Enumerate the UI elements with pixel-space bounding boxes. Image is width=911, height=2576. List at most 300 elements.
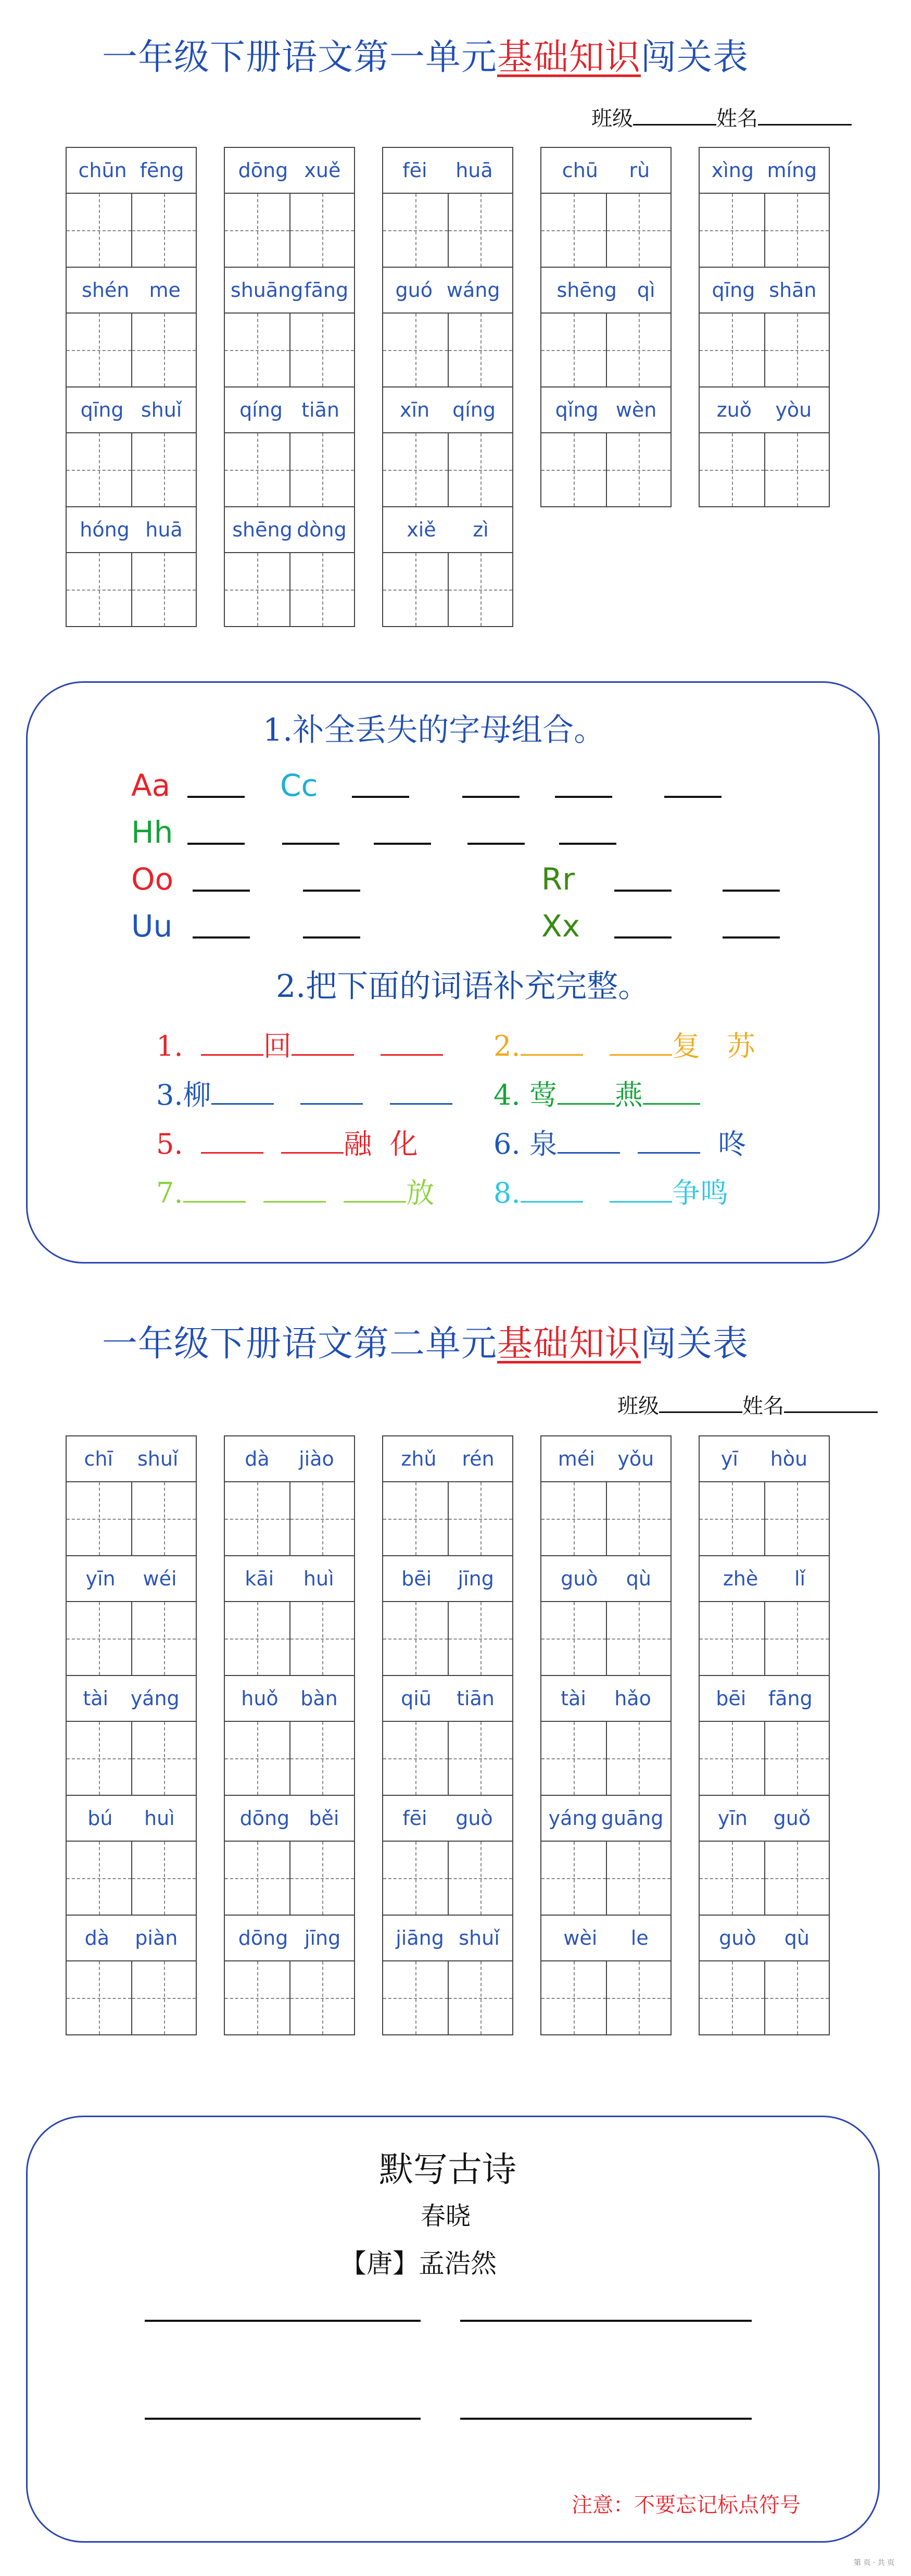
word-column [224, 147, 355, 627]
word-block [224, 1555, 355, 1675]
tianzige-row [383, 194, 512, 267]
item-char: 复 [672, 1030, 701, 1062]
word-block [66, 1675, 197, 1795]
word-block [382, 1555, 513, 1675]
tianzige-cell[interactable] [541, 1722, 606, 1795]
item-char: 融 [344, 1128, 372, 1160]
pinyin-syllable: míng [767, 159, 817, 182]
word-block [66, 267, 197, 386]
word-block [382, 506, 513, 627]
tianzige-row [225, 1602, 354, 1675]
tianzige-row [541, 1842, 670, 1915]
tianzige-row [67, 194, 196, 267]
tianzige-cell[interactable] [67, 314, 131, 386]
tianzige-cell[interactable] [764, 433, 829, 506]
tianzige-cell[interactable] [131, 1722, 196, 1795]
pinyin-syllable: dōng [238, 1927, 288, 1949]
tianzige-cell[interactable] [225, 1602, 289, 1675]
tianzige-cell[interactable] [289, 1482, 354, 1555]
pinyin-syllable: qù [784, 1927, 809, 1949]
tianzige-cell[interactable] [448, 433, 512, 506]
tianzige-cell[interactable] [764, 1722, 829, 1795]
tianzige-cell[interactable] [541, 1602, 606, 1675]
tianzige-cell[interactable] [448, 1722, 512, 1795]
pinyin-syllable: jīng [458, 1567, 494, 1590]
pinyin-syllable: dà [245, 1447, 270, 1470]
item-char: 化 [389, 1128, 418, 1160]
tianzige-row [225, 433, 354, 506]
word-blank[interactable] [521, 1180, 583, 1203]
tianzige-cell[interactable] [131, 314, 196, 386]
letter-cc: Cc [280, 768, 318, 803]
item-number: 2. [494, 1030, 521, 1062]
pinyin-syllable: qīng [80, 398, 124, 421]
tianzige-cell[interactable] [700, 314, 764, 386]
class-blank[interactable] [633, 108, 716, 126]
tianzige-row [700, 1961, 829, 2034]
tianzige-row [67, 433, 196, 506]
pinyin-syllable: le [630, 1927, 649, 1949]
word-block [224, 506, 355, 627]
tianzige-row [700, 1482, 829, 1555]
poem-write-line[interactable] [145, 2320, 421, 2322]
word-block [382, 267, 513, 386]
tianzige-cell[interactable] [700, 1482, 764, 1555]
item-number: 4. [494, 1079, 521, 1111]
tianzige-cell[interactable] [131, 1602, 196, 1675]
tianzige-cell[interactable] [67, 553, 131, 626]
tianzige-cell[interactable] [225, 194, 289, 267]
tianzige-cell[interactable] [541, 314, 606, 386]
pinyin-label [383, 1556, 512, 1602]
tianzige-cell[interactable] [606, 314, 670, 386]
item-number: 1. [156, 1030, 183, 1062]
tianzige-cell[interactable] [131, 1961, 196, 2034]
poem-heading: 默写古诗 [379, 2149, 516, 2190]
letter-blank[interactable] [193, 936, 250, 939]
tianzige-cell[interactable] [541, 433, 606, 506]
tianzige-row [383, 1482, 512, 1555]
tianzige-cell[interactable] [606, 433, 670, 506]
pinyin-label [541, 148, 670, 194]
word-block [382, 1795, 513, 1915]
letter-blank[interactable] [723, 890, 780, 892]
tianzige-cell[interactable] [764, 1961, 829, 2034]
pinyin-syllable: wèi [563, 1927, 598, 1949]
item-number: 8. [494, 1177, 521, 1209]
poem-note: 注意：不要忘记标点符号 [572, 2493, 801, 2517]
tianzige-cell[interactable] [383, 1722, 448, 1795]
word-blank[interactable] [344, 1180, 406, 1203]
letter-blank[interactable] [723, 936, 780, 939]
letter-blank[interactable] [187, 796, 245, 798]
item-char: 燕 [614, 1079, 643, 1111]
pinyin-syllable: huǒ [241, 1687, 279, 1710]
tianzige-cell[interactable] [541, 1961, 606, 2034]
tianzige-cell[interactable] [764, 1482, 829, 1555]
pinyin-syllable: wáng [446, 279, 500, 302]
pinyin-syllable: tài [83, 1687, 109, 1710]
tianzige-cell[interactable] [764, 314, 829, 386]
tianzige-row [67, 1482, 196, 1555]
letter-blank[interactable] [374, 843, 431, 845]
word-block [66, 1915, 197, 2035]
tianzige-cell[interactable] [606, 1482, 670, 1555]
tianzige-row [700, 1602, 829, 1675]
tianzige-row [67, 1842, 196, 1915]
tianzige-cell[interactable] [700, 1602, 764, 1675]
tianzige-row [700, 194, 829, 267]
tianzige-cell[interactable] [383, 1842, 448, 1915]
word-blank[interactable] [381, 1033, 443, 1056]
word-blank[interactable] [643, 1082, 700, 1105]
tianzige-cell[interactable] [289, 1842, 354, 1915]
pinyin-syllable: dòng [297, 518, 347, 541]
word-blank[interactable] [390, 1082, 452, 1105]
pinyin-label [541, 1556, 670, 1602]
tianzige-cell[interactable] [289, 194, 354, 267]
letter-blank[interactable] [614, 890, 672, 892]
pinyin-syllable: tài [561, 1687, 586, 1710]
pinyin-syllable: piàn [135, 1927, 178, 1949]
letter-blank[interactable] [462, 796, 520, 798]
letter-hh: Hh [131, 815, 173, 850]
tianzige-row [67, 1602, 196, 1675]
pinyin-label [700, 387, 829, 433]
word-blank[interactable] [610, 1033, 672, 1056]
pinyin-syllable: zhǔ [401, 1447, 437, 1470]
pinyin-syllable: yǒu [617, 1447, 654, 1470]
tianzige-cell[interactable] [448, 1602, 512, 1675]
word-block [699, 386, 830, 507]
pinyin-label [700, 1556, 829, 1602]
pinyin-label [225, 1436, 354, 1482]
letter-blank[interactable] [614, 936, 672, 939]
pinyin-syllable: qù [626, 1567, 651, 1590]
pinyin-syllable: shuǐ [141, 398, 182, 421]
pinyin-syllable: qì [637, 279, 655, 302]
word-block [224, 267, 355, 386]
tianzige-cell[interactable] [606, 1842, 670, 1915]
tianzige-cell[interactable] [541, 1842, 606, 1915]
name-blank[interactable] [758, 108, 852, 126]
pinyin-syllable: shēng [232, 518, 293, 541]
tianzige-cell[interactable] [225, 1842, 289, 1915]
tianzige-cell[interactable] [383, 1482, 448, 1555]
q2-title: 2.把下面的词语补充完整。 [276, 968, 650, 1005]
word-block [382, 386, 513, 506]
tianzige-cell[interactable] [289, 1961, 354, 2034]
pinyin-syllable: fāng [304, 279, 349, 302]
word-block [699, 147, 830, 267]
pinyin-syllable: huì [144, 1807, 175, 1830]
pinyin-syllable: yáng [548, 1807, 598, 1830]
pinyin-syllable: bú [87, 1807, 113, 1830]
pinyin-label [67, 268, 196, 314]
pinyin-label [383, 148, 512, 194]
pinyin-label [700, 1676, 829, 1722]
unit1-class-name-line [591, 102, 852, 132]
word-blank[interactable] [201, 1131, 263, 1154]
name-blank[interactable] [784, 1396, 878, 1413]
tianzige-cell[interactable] [541, 194, 606, 267]
tianzige-cell[interactable] [67, 1961, 131, 2034]
letter-blank[interactable] [352, 796, 409, 798]
unit1-title-suffix: 闯关表 [641, 37, 749, 78]
unit1-word-grid [66, 147, 830, 627]
tianzige-cell[interactable] [700, 1961, 764, 2034]
tianzige-row [225, 553, 354, 626]
tianzige-cell[interactable] [700, 194, 764, 267]
tianzige-cell[interactable] [383, 314, 448, 386]
pinyin-label [541, 1916, 670, 1961]
pinyin-syllable: qíng [452, 398, 496, 421]
letter-blank[interactable] [303, 936, 360, 939]
word-block [540, 1675, 672, 1795]
letter-blank[interactable] [187, 843, 245, 845]
item-char: 放 [406, 1177, 435, 1209]
word-blank[interactable] [521, 1033, 583, 1056]
tianzige-cell[interactable] [764, 194, 829, 267]
pinyin-syllable: dà [84, 1927, 110, 1949]
pinyin-syllable: fēi [402, 1807, 427, 1830]
word-block [224, 1915, 355, 2035]
pinyin-syllable: dōng [238, 159, 288, 182]
letter-aa: Aa [131, 768, 171, 803]
tianzige-row [225, 1482, 354, 1555]
pinyin-label [67, 1916, 196, 1961]
tianzige-row [383, 1842, 512, 1915]
tianzige-cell[interactable] [383, 1602, 448, 1675]
word-block [699, 267, 830, 386]
word-item-4 [494, 1073, 700, 1113]
word-blank[interactable] [183, 1180, 246, 1203]
word-blank[interactable] [211, 1082, 274, 1105]
word-column [66, 147, 197, 627]
letter-blank[interactable] [555, 796, 612, 798]
tianzige-cell[interactable] [289, 314, 354, 386]
tianzige-cell[interactable] [383, 194, 448, 267]
pinyin-label [541, 1796, 670, 1842]
word-block [699, 1675, 830, 1795]
pinyin-syllable: rù [629, 159, 650, 182]
item-char: 莺 [529, 1079, 558, 1111]
word-blank[interactable] [292, 1033, 354, 1056]
pinyin-label [67, 1556, 196, 1602]
pinyin-syllable: guò [719, 1927, 756, 1949]
tianzige-cell[interactable] [225, 1961, 289, 2034]
tianzige-cell[interactable] [383, 553, 448, 626]
item-char: 泉 [529, 1128, 558, 1160]
tianzige-cell[interactable] [131, 433, 196, 506]
tianzige-cell[interactable] [606, 194, 670, 267]
tianzige-cell[interactable] [383, 433, 448, 506]
pinyin-syllable: shén [82, 279, 130, 302]
tianzige-cell[interactable] [764, 1602, 829, 1675]
pinyin-syllable: jiāng [396, 1927, 444, 1949]
pinyin-syllable: xuě [304, 159, 341, 182]
poem-write-line[interactable] [460, 2418, 752, 2420]
tianzige-cell[interactable] [700, 1842, 764, 1915]
pinyin-syllable: méi [558, 1447, 595, 1470]
pinyin-label [67, 1796, 196, 1842]
pinyin-syllable: yīn [85, 1567, 116, 1590]
unit2-title [102, 1316, 749, 1366]
tianzige-cell[interactable] [67, 1722, 131, 1795]
page-footer: 第 页 · 共 页 [854, 2559, 895, 2567]
word-block [224, 1435, 355, 1555]
tianzige-cell[interactable] [606, 1961, 670, 2034]
pinyin-syllable: qiū [401, 1687, 432, 1710]
tianzige-cell[interactable] [67, 194, 131, 267]
tianzige-row [225, 1842, 354, 1915]
tianzige-cell[interactable] [448, 194, 512, 267]
pinyin-syllable: guò [456, 1807, 493, 1830]
pinyin-label [67, 1436, 196, 1482]
word-block [540, 1795, 672, 1915]
tianzige-row [383, 1961, 512, 2034]
pinyin-syllable: zì [473, 518, 489, 541]
tianzige-cell[interactable] [700, 433, 764, 506]
pinyin-label [541, 1676, 670, 1722]
tianzige-cell[interactable] [606, 1722, 670, 1795]
pinyin-label [225, 148, 354, 194]
tianzige-cell[interactable] [225, 433, 289, 506]
tianzige-cell[interactable] [67, 1602, 131, 1675]
tianzige-cell[interactable] [67, 433, 131, 506]
tianzige-row [383, 433, 512, 506]
letter-blank[interactable] [467, 843, 525, 845]
tianzige-cell[interactable] [448, 1482, 512, 1555]
tianzige-cell[interactable] [448, 1961, 512, 2034]
word-block [540, 1435, 672, 1555]
tianzige-cell[interactable] [289, 1602, 354, 1675]
tianzige-cell[interactable] [289, 433, 354, 506]
letter-uu: Uu [131, 908, 173, 944]
pinyin-syllable: yī [720, 1447, 738, 1470]
class-blank[interactable] [659, 1396, 742, 1413]
pinyin-syllable: bàn [300, 1687, 338, 1710]
tianzige-cell[interactable] [448, 1842, 512, 1915]
word-block [224, 386, 355, 506]
letter-blank[interactable] [282, 843, 339, 845]
word-blank[interactable] [201, 1033, 263, 1056]
pinyin-syllable: guó [395, 279, 433, 302]
tianzige-cell[interactable] [131, 1842, 196, 1915]
pinyin-syllable: bēi [401, 1567, 432, 1590]
pinyin-syllable: kāi [245, 1567, 274, 1590]
pinyin-label [700, 1796, 829, 1842]
tianzige-cell[interactable] [606, 1602, 670, 1675]
pinyin-syllable: rén [462, 1447, 495, 1470]
item-char: 争鸣 [672, 1177, 729, 1209]
pinyin-syllable: huā [145, 518, 183, 541]
letter-blank[interactable] [664, 796, 722, 798]
tianzige-cell[interactable] [131, 1482, 196, 1555]
word-block [540, 386, 672, 507]
unit2-title-prefix: 一年级下册语文第二单元 [102, 1323, 498, 1365]
tianzige-cell[interactable] [764, 1842, 829, 1915]
poem-write-line[interactable] [460, 2320, 752, 2322]
word-block [66, 147, 197, 267]
pinyin-label [383, 507, 512, 553]
word-item-2 [494, 1024, 755, 1064]
pinyin-syllable: guò [561, 1567, 598, 1590]
tianzige-row [67, 1722, 196, 1795]
word-blank[interactable] [300, 1082, 363, 1105]
item-char: 柳 [183, 1079, 211, 1111]
tianzige-cell[interactable] [289, 1722, 354, 1795]
tianzige-cell[interactable] [700, 1722, 764, 1795]
letter-blank[interactable] [559, 843, 616, 845]
tianzige-cell[interactable] [225, 314, 289, 386]
pinyin-syllable: yáng [130, 1687, 180, 1710]
tianzige-cell[interactable] [541, 1482, 606, 1555]
tianzige-cell[interactable] [67, 1482, 131, 1555]
pinyin-syllable: wéi [143, 1567, 177, 1590]
pinyin-syllable: fēi [402, 159, 427, 182]
tianzige-cell[interactable] [225, 1482, 289, 1555]
pinyin-label [225, 1796, 354, 1842]
word-blank[interactable] [558, 1131, 620, 1154]
pinyin-label [225, 1916, 354, 1961]
word-blank[interactable] [638, 1131, 700, 1154]
word-block [540, 1915, 672, 2035]
tianzige-cell[interactable] [225, 1722, 289, 1795]
pinyin-syllable: fēng [140, 159, 184, 182]
word-item-1 [156, 1024, 443, 1064]
tianzige-cell[interactable] [289, 553, 354, 626]
poem-write-line[interactable] [145, 2418, 421, 2420]
word-block [540, 147, 672, 267]
pinyin-syllable: jiào [299, 1447, 334, 1470]
pinyin-syllable: bēi [716, 1687, 746, 1710]
item-char: 苏 [727, 1030, 755, 1062]
tianzige-cell[interactable] [448, 314, 512, 386]
word-blank[interactable] [281, 1131, 344, 1154]
word-column [382, 1435, 513, 2035]
tianzige-cell[interactable] [448, 553, 512, 626]
letter-rr: Rr [541, 861, 575, 897]
word-item-7 [156, 1171, 434, 1211]
tianzige-cell[interactable] [131, 194, 196, 267]
pinyin-syllable: chī [84, 1447, 113, 1470]
word-blank[interactable] [610, 1180, 672, 1203]
tianzige-cell[interactable] [131, 553, 196, 626]
letter-blank[interactable] [193, 890, 250, 892]
letter-blank[interactable] [303, 890, 360, 892]
word-blank[interactable] [558, 1082, 615, 1105]
tianzige-row [700, 314, 829, 386]
unit1-title-highlight: 基础知识 [497, 37, 641, 78]
word-block [382, 1675, 513, 1795]
tianzige-cell[interactable] [383, 1961, 448, 2034]
word-block [224, 147, 355, 267]
tianzige-cell[interactable] [67, 1842, 131, 1915]
word-block [540, 267, 672, 386]
pinyin-syllable: qíng [239, 398, 283, 421]
word-column [699, 1435, 830, 2035]
tianzige-row [541, 314, 670, 386]
word-blank[interactable] [263, 1180, 326, 1203]
tianzige-row [225, 314, 354, 386]
pinyin-syllable: hǎo [614, 1687, 651, 1710]
pinyin-syllable: běi [309, 1807, 339, 1830]
pinyin-syllable: xiě [407, 518, 436, 541]
tianzige-row [541, 433, 670, 506]
class-label: 班级 [617, 1394, 659, 1418]
tianzige-cell[interactable] [225, 553, 289, 626]
